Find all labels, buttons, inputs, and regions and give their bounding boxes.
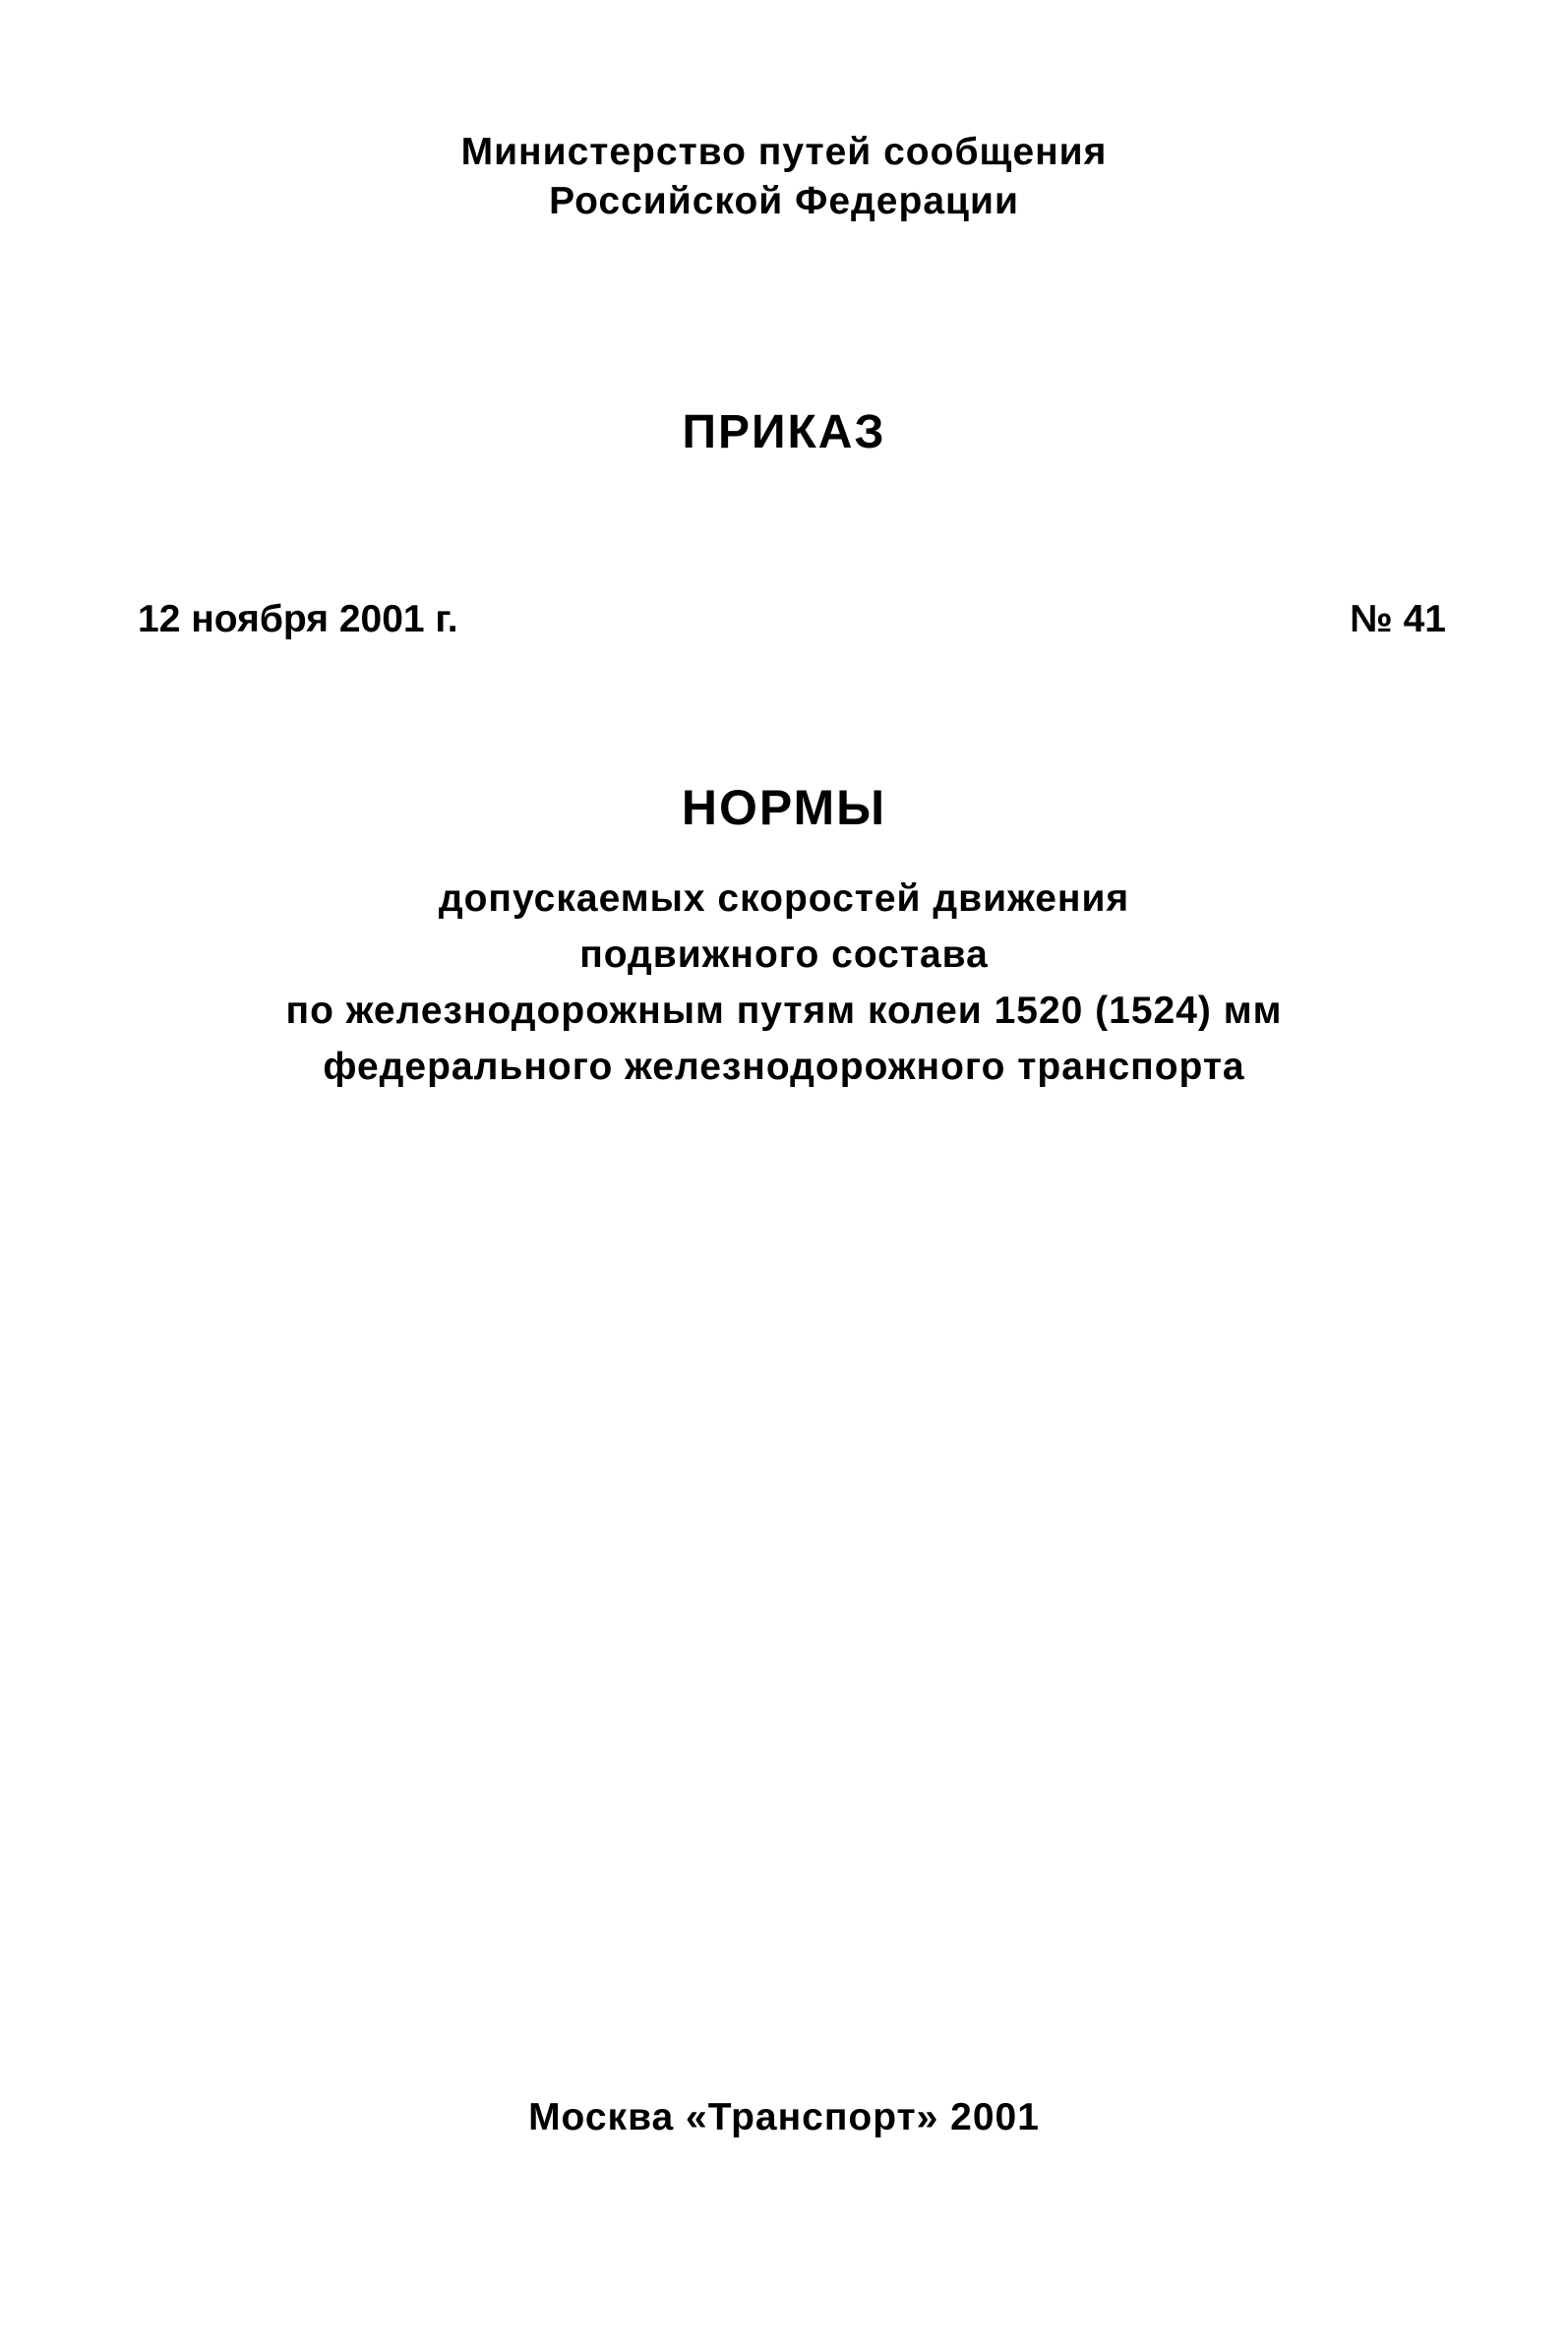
order-title: ПРИКАЗ	[682, 406, 886, 458]
order-number: № 41	[1350, 598, 1446, 640]
norms-title: НОРМЫ	[681, 780, 887, 835]
publisher-imprint: Москва «Транспорт» 2001	[528, 2096, 1040, 2138]
norms-subtitle-line-2: подвижного состава	[579, 933, 989, 976]
order-date-number-row	[138, 590, 1446, 649]
norms-subtitle	[0, 871, 1568, 1095]
ministry-header	[0, 128, 1568, 226]
ministry-line-1: Министерство путей сообщения	[460, 131, 1108, 173]
order-date: 12 ноября 2001 г.	[138, 598, 458, 640]
norms-subtitle-line-4: федерального железнодорожного транспорта	[323, 1046, 1245, 1088]
norms-subtitle-line-3: по железнодорожным путям колеи 1520 (1524) мм	[285, 990, 1283, 1032]
ministry-line-2: Российской Федерации	[549, 180, 1019, 222]
norms-subtitle-line-1: допускаемых скоростей движения	[438, 877, 1130, 920]
